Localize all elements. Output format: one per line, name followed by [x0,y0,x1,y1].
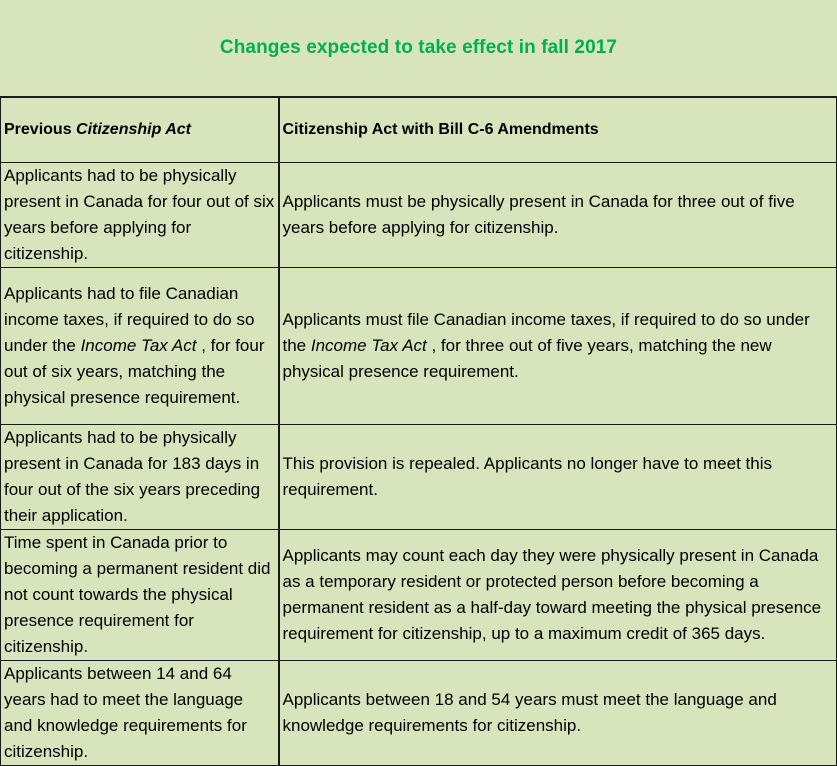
table-row [1,268,837,425]
cell-amended: Applicants must be physically present in Canada for three out of five years before applying for citizenship. [279,163,837,268]
table-row [1,425,837,530]
header-previous-prefix: Previous [4,121,77,138]
cell-amended: This provision is repealed. Applicants no longer have to meet this requirement. [279,425,837,530]
header-previous-act [1,97,279,163]
cell-italic-text: Income Tax Act [310,336,427,355]
table-header-row [1,97,837,163]
table-row [1,661,837,766]
cell-text: Applicants had to file Canadian income taxes, if required to do so under the [4,284,255,355]
table-row [1,530,837,661]
header-previous-italic: Citizenship Act [76,121,191,138]
cell-text: , for four out of six years, matching the physical presence requirement. [4,336,265,407]
cell-previous: Time spent in Canada prior to becoming a permanent resident did not count towards the physical presence requirement for citizenship. [1,530,279,661]
cell-amended [279,268,837,425]
cell-italic-text: Income Tax Act [80,336,197,355]
header-amended-act: Citizenship Act with Bill C-6 Amendments [279,97,837,163]
page-title: Changes expected to take effect in fall 2017 [219,37,618,58]
cell-text: , for three out of five years, matching the new physical presence requirement. [282,336,772,381]
title-band [0,0,837,96]
cell-amended: Applicants between 18 and 54 years must meet the language and knowledge requirements for citizenship. [279,661,837,766]
cell-previous: Applicants had to be physically present in Canada for four out of six years before applying for citizenship. [1,163,279,268]
cell-text: Applicants must file Canadian income taxes, if required to do so under the [282,310,810,355]
cell-previous [1,268,279,425]
cell-previous: Applicants had to be physically present in Canada for 183 days in four out of the six years preceding their application. [1,425,279,530]
comparison-table [0,96,837,766]
cell-amended: Applicants may count each day they were physically present in Canada as a temporary resident or protected person before becoming a permanent resident as a half-day toward meeting the physical presence requirement for citizenship, up to a maximum credit of 365 days. [279,530,837,661]
cell-previous: Applicants between 14 and 64 years had to meet the language and knowledge requirements for citizenship. [1,661,279,766]
table-row [1,163,837,268]
